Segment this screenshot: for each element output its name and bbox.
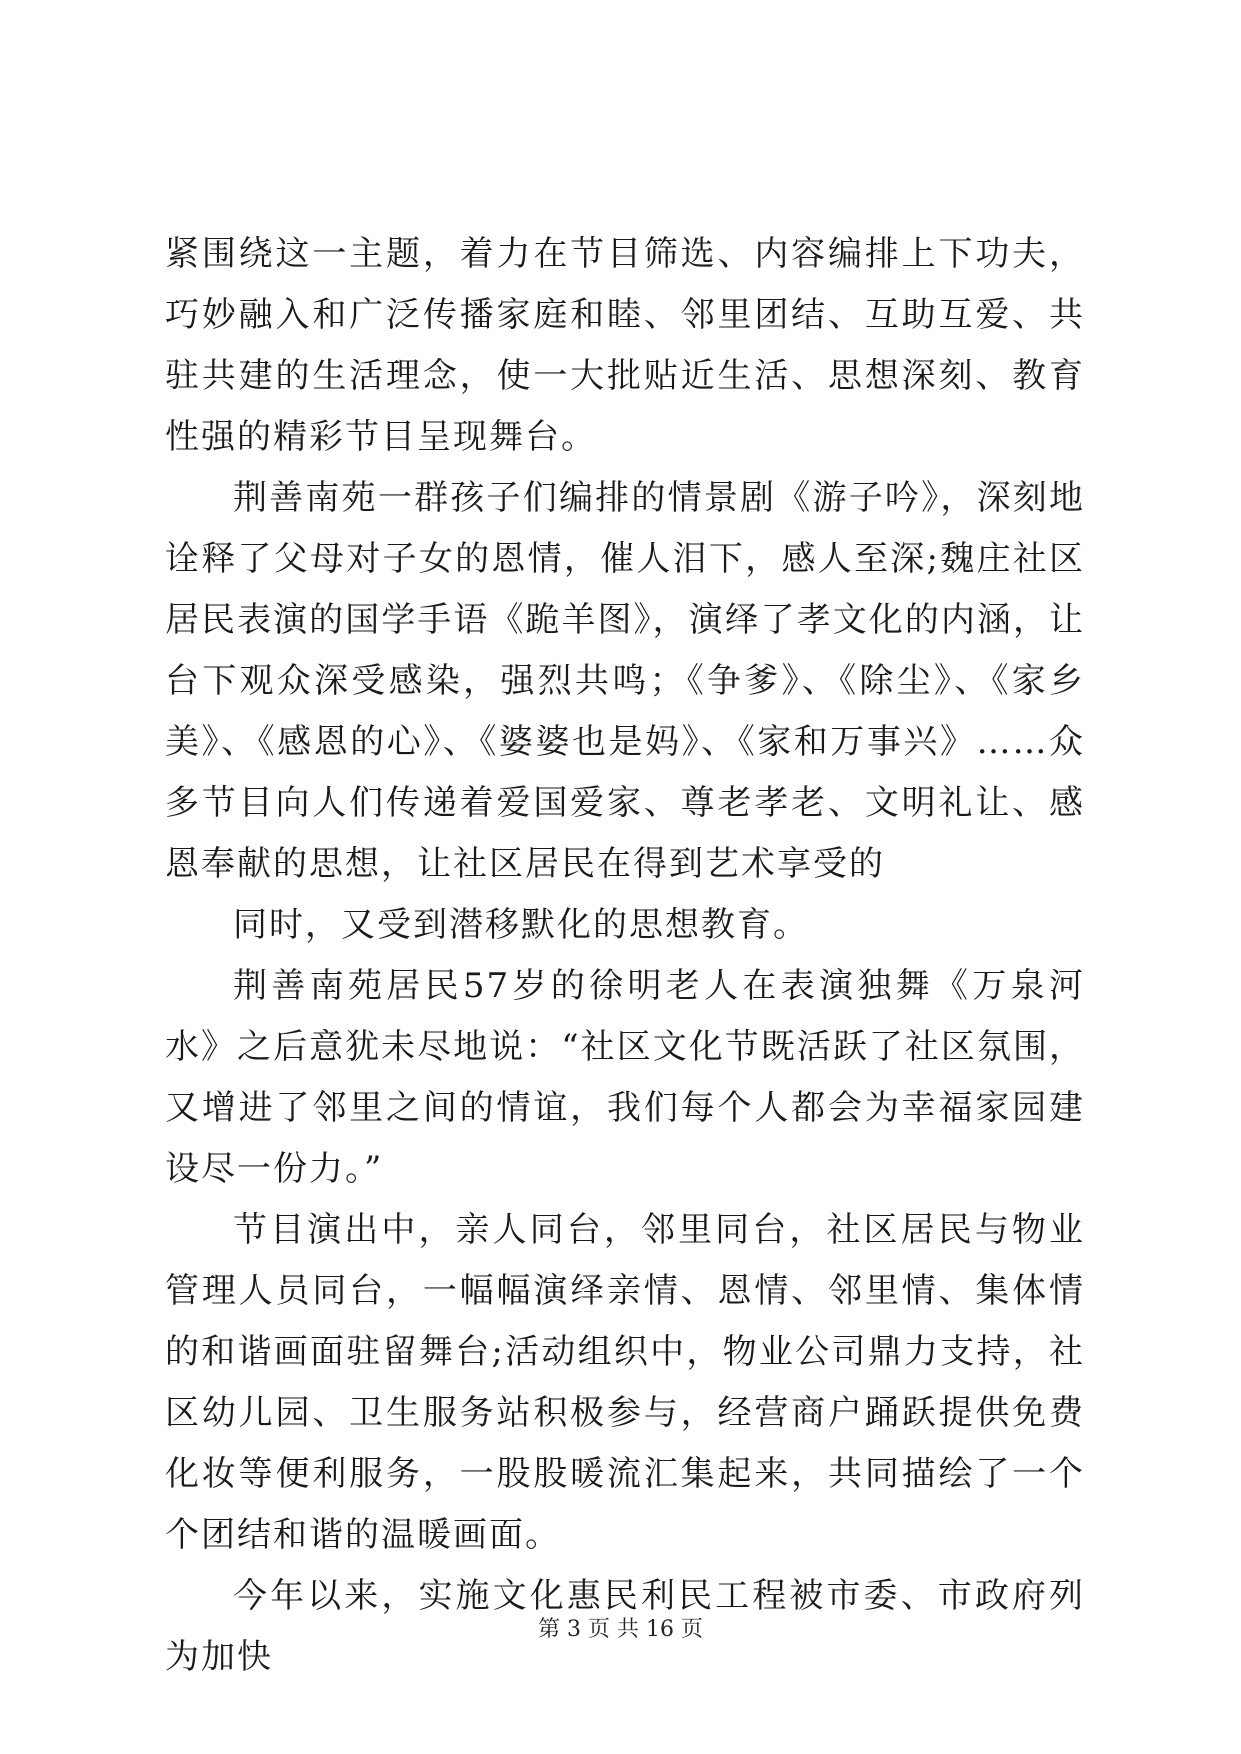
paragraph-6: 今年以来，实施文化惠民利民工程被市委、市政府列为加快 [165,1576,1085,1677]
paragraph-4: 荆善南苑居民57岁的徐明老人在表演独舞《万泉河水》之后意犹未尽地说：“社区文化节既活跃了社区氛围，又增进了邻里之间的情谊，我们每个人都会为幸福家园建设尽一份力。” [165,966,1085,1189]
paragraph-1: 紧围绕这一主题，着力在节目筛选、内容编排上下功夫，巧妙融入和广泛传播家庭和睦、邻里团结、互助互爱、共驻共建的生活理念，使一大批贴近生活、思想深刻、教育性强的精彩节目呈现舞台。 [165,234,1085,457]
paragraph-3: 同时，又受到潜移默化的思想教育。 [233,905,809,945]
page-number-footer: 第 3 页 共 16 页 [538,1617,703,1642]
paragraph-5: 节目演出中，亲人同台，邻里同台，社区居民与物业管理人员同台，一幅幅演绎亲情、恩情、邻里情、集体情的和谐画面驻留舞台;活动组织中，物业公司鼎力支持，社区幼儿园、卫生服务站积极参与，经营商户踊跃提供免费化妆等便利服务，一股股暖流汇集起来，共同描绘了一个个团结和谐的温暖画面。 [165,1210,1085,1555]
paragraph-2: 荆善南苑一群孩子们编排的情景剧《游子吟》，深刻地诠释了父母对子女的恩情，催人泪下，感人至深;魏庄社区居民表演的国学手语《跪羊图》，演绎了孝文化的内涵，让台下观众深受感染，强烈共鸣；《争爹》、《除尘》、《家乡美》、《感恩的心》、《婆婆也是妈》、《家和万事兴》……众多节目向人们传递着爱国爱家、尊老孝老、文明礼让、感恩奉献的思想，让社区居民在得到艺术享受的 [165,478,1085,884]
document-body [165,224,1085,1688]
